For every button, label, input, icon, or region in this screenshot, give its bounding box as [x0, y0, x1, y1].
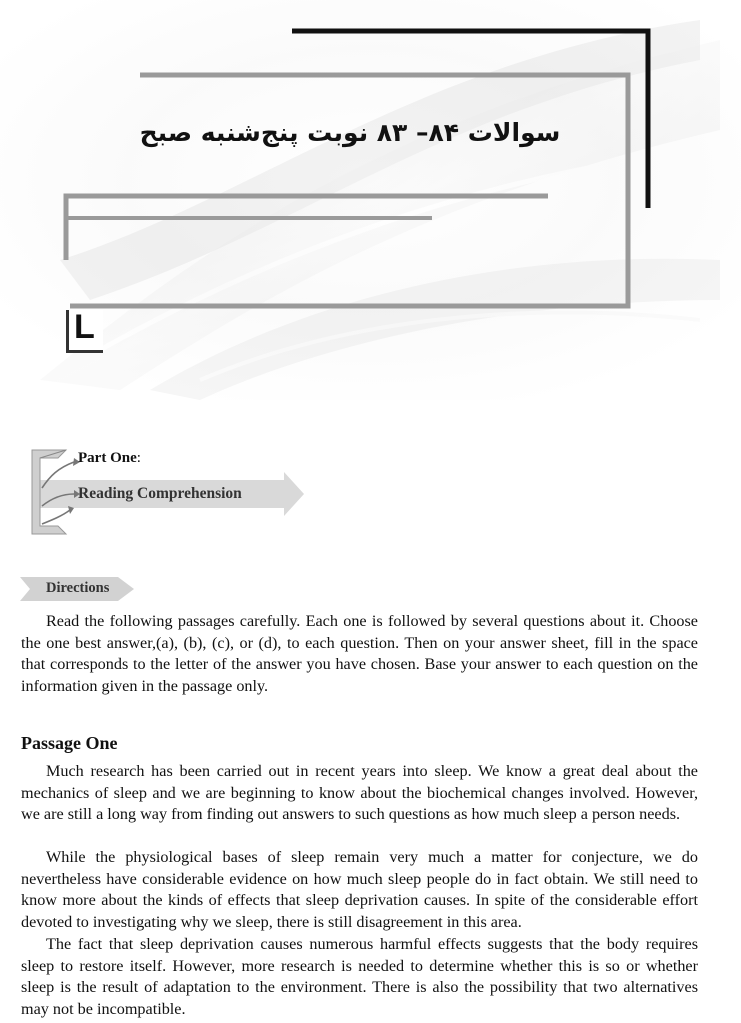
page-title: سوالات ۸۴– ۸۳ نوبت پنج‌شنبه صبح [139, 118, 561, 147]
passage-title: Passage One [21, 733, 118, 753]
section-letter: L [74, 308, 95, 346]
passage-paragraph: While the physiological bases of sleep remain very much a matter for conjecture, we do nevertheless have considerable evidence on how much sleep people do in fact obtain. We still need to know more about the kinds of effects that sleep deprivation causes. In spite of the considerable effort devoted to investigating why we sleep, there is still disagreement in this area. [21, 848, 698, 931]
part-label: Part One: [78, 450, 141, 466]
header-decoration [0, 0, 741, 400]
passage-paragraph: The fact that sleep deprivation causes numerous harmful effects suggests that the body requires sleep to restore itself. However, more research is needed to determine whether this is so or whether sleep is the result of adaptation to the environment. There is also the possibility that two alternatives may not be incompatible. [21, 935, 698, 1018]
section-name: Reading Comprehension [78, 485, 242, 502]
passage-paragraph: Much research has been carried out in recent years into sleep. We know a great deal about the mechanics of sleep and we are beginning to know about the biochemical changes involved. However, we are still a long way from finding out answers to such questions as how much sleep a person needs. [21, 762, 698, 824]
header-banner [0, 0, 741, 400]
directions-label: Directions [46, 580, 110, 596]
directions-text: Read the following passages carefully. Each one is followed by several questions about it. Choose the one best answer,(a), (b), (c), or (d), to each question. Then on your answer sheet, fill in the space that corresponds to the letter of the answer you have chosen. Base your answer to each question on the information given in the passage only. [21, 612, 698, 695]
